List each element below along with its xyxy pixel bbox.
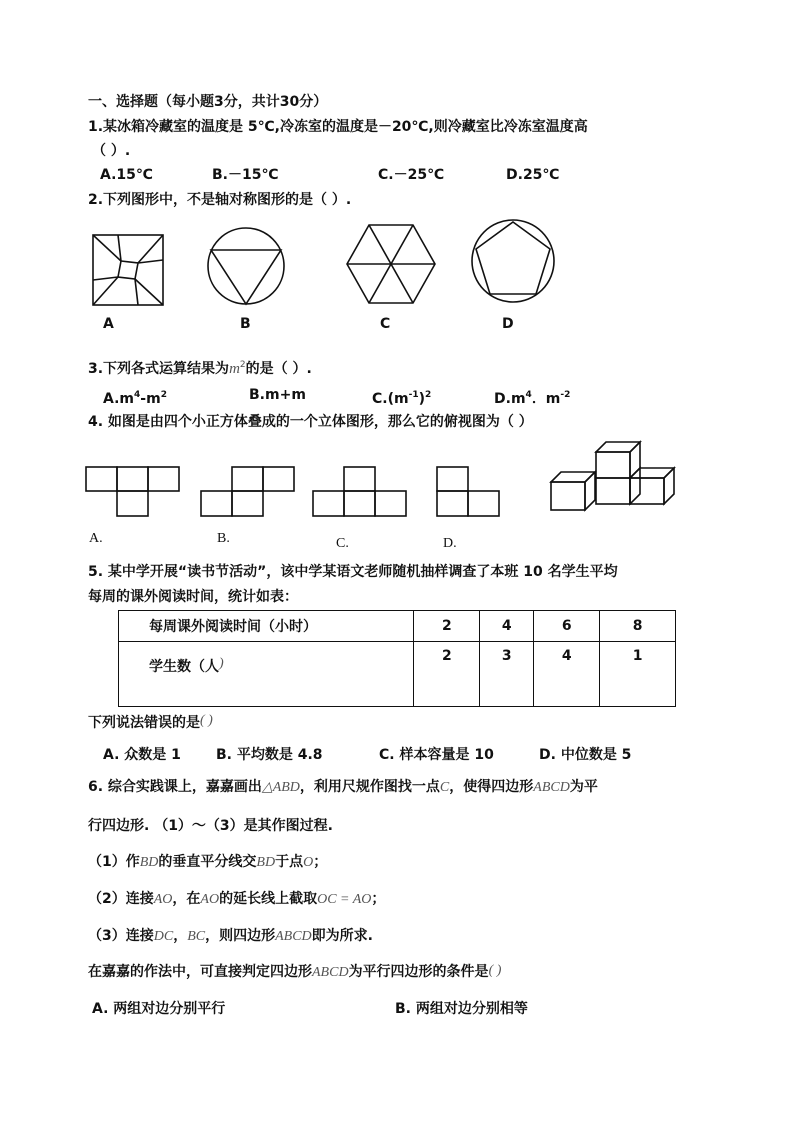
q4-label-c: C. <box>336 536 349 551</box>
q4-label-b: B. <box>217 531 230 546</box>
q4-stem: 4. 如图是由四个小正方体叠成的一个立体图形，那么它的俯视图为（ ） <box>88 414 533 430</box>
table-cell: 2 <box>414 611 480 642</box>
q4-option-a-view[interactable] <box>85 466 181 518</box>
table-cell: 1 <box>600 642 676 707</box>
table-cell: 3 <box>480 642 534 707</box>
q2-label-b: B <box>240 316 251 332</box>
table-header-student-count: 学生数（人) <box>119 642 414 707</box>
q5-option-c[interactable]: C. 样本容量是 10 <box>379 747 494 763</box>
q6-question: 在嘉嘉的作法中，可直接判定四边形ABCD为平行四边形的条件是( ) <box>88 963 502 980</box>
q2-label-d: D <box>502 316 514 332</box>
table-cell: 6 <box>534 611 600 642</box>
q2-figure-c-hexagon[interactable] <box>346 224 436 304</box>
q2-label-a: A <box>103 316 114 332</box>
q1-stem-line2: （ ）. <box>92 143 131 159</box>
q3-stem: 3.下列各式运算结果为$m^2$的是（ ）. <box>88 360 312 377</box>
q1-option-c[interactable]: C.－25℃ <box>378 167 445 183</box>
q5-reading-time-table <box>118 610 676 707</box>
table-cell: 2 <box>414 642 480 707</box>
table-header-reading-time: 每周课外阅读时间（小时） <box>119 611 414 642</box>
q4-option-b-view[interactable] <box>200 466 296 518</box>
q5-stem-line1: 5. 某中学开展“读书节活动”，该中学某语文老师随机抽样调查了本班 10 名学生平均 <box>88 564 618 580</box>
q5-option-b[interactable]: B. 平均数是 4.8 <box>216 747 323 763</box>
q4-stacked-cubes-figure <box>550 440 680 512</box>
q1-option-b[interactable]: B.－15℃ <box>212 167 279 183</box>
q3-option-c[interactable]: $C.(m^{-1})^2$ <box>372 390 432 407</box>
table-row <box>119 642 676 707</box>
q1-option-d[interactable]: D.25℃ <box>506 167 560 183</box>
q1-stem-line1: 1.某冰箱冷藏室的温度是 5℃,冷冻室的温度是－20℃,则冷藏室比冷冻室温度高 <box>88 119 588 135</box>
q5-question: 下列说法错误的是( ) <box>88 713 213 731</box>
section-title: 一、选择题（每小题3分，共计30分） <box>88 94 328 110</box>
q3-option-b[interactable]: B.m+m <box>249 387 306 403</box>
q6-stem-line2: 行四边形. （1）～（3）是其作图过程. <box>88 818 333 834</box>
table-cell: 4 <box>534 642 600 707</box>
q3-option-d[interactable]: $D.m^4$．$m^{-2}$ <box>494 390 571 407</box>
q2-figure-a-pinwheel[interactable] <box>92 234 164 306</box>
table-cell: 4 <box>480 611 534 642</box>
q6-option-b[interactable]: B. 两组对边分别相等 <box>395 1001 528 1017</box>
q2-label-c: C <box>380 316 391 332</box>
q2-stem: 2.下列图形中，不是轴对称图形的是（ ）. <box>88 192 352 208</box>
q3-option-a[interactable]: $A.m^4-m^2$ <box>103 390 167 407</box>
q6-step1: （1）作BD的垂直平分线交BD于点O； <box>88 854 328 870</box>
table-row <box>119 611 676 642</box>
table-cell: 8 <box>600 611 676 642</box>
q6-step3: （3）连接DC，BC，则四边形ABCD即为所求. <box>88 928 373 944</box>
q2-figure-d-circle-pentagon[interactable] <box>470 218 556 304</box>
q4-label-d: D. <box>443 536 457 551</box>
q5-option-a[interactable]: A. 众数是 1 <box>103 747 181 763</box>
q6-option-a[interactable]: A. 两组对边分别平行 <box>92 1001 226 1017</box>
q6-step2: （2）连接AO，在AO的延长线上截取OC = AO； <box>88 891 386 907</box>
q4-option-c-view[interactable] <box>312 466 408 518</box>
q6-stem-line1: 6. 综合实践课上，嘉嘉画出△ABD，利用尺规作图找一点C，使得四边形ABCD为平 <box>88 779 598 795</box>
q1-option-a[interactable]: A.15℃ <box>100 167 153 183</box>
q2-figure-b-circle-triangle[interactable] <box>206 226 286 306</box>
q5-stem-line2: 每周的课外阅读时间，统计如表： <box>88 589 298 605</box>
q4-option-d-view[interactable] <box>436 466 502 518</box>
q5-option-d[interactable]: D. 中位数是 5 <box>539 747 632 763</box>
q4-label-a: A. <box>89 531 103 546</box>
